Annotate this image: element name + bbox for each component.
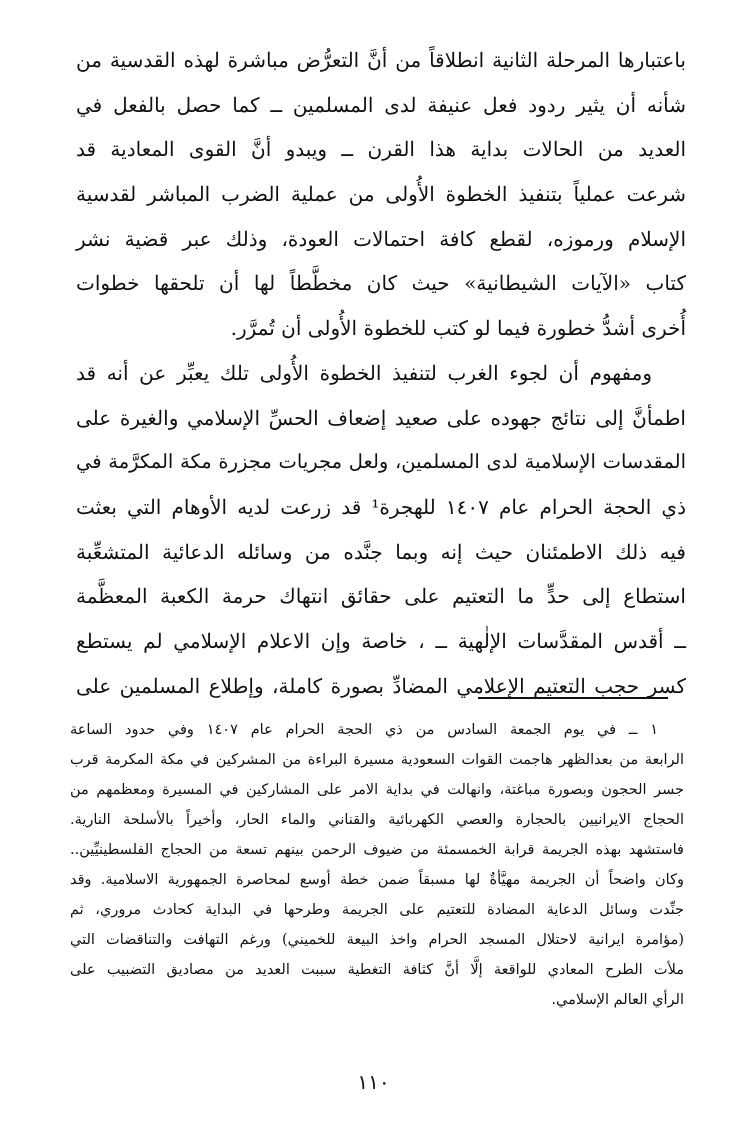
footnote-line: الرأي العالم الإسلامي. (551, 992, 684, 1008)
footnote-separator (478, 697, 668, 699)
main-text-line: كسر حجب التعتيم الإعلامي المضادِّ بصورة كاملة، وإطلاع المسلمين على (76, 673, 686, 698)
page-number: ١١٠ (357, 1070, 390, 1094)
main-text-line: أُخرى أشدُّ خطورة فيما لو كتب للخطوة الأُولى أن تُمرَّر. (230, 316, 686, 341)
main-text-line: باعتبارها المرحلة الثانية انطلاقاً من أنَّ التعرُّض مباشرة لهذه القدسية من (76, 48, 686, 72)
main-text-line: ذي الحجة الحرام عام ١٤٠٧ للهجرة¹ قد زرعت لديه الأوهام التي بعثت (76, 494, 686, 519)
footnote-line: ملأت الطرح المعادي للواقعة إلَّا أنَّ كثافة التغطية سببت العديد من مصاديق التضبيب على (70, 962, 684, 978)
main-text-line: شأنه أن يثير ردود فعل عنيفة لدى المسلمين ــ كما حصل بالفعل في (76, 92, 686, 117)
main-text-line: ومفهوم أن لجوء الغرب لتنفيذ الخطوة الأُولى تلك يعبِّر عن أنه قد (76, 360, 652, 385)
main-text-line: استطاع إلى حدٍّ ما التعتيم على حقائق انتهاك حرمة الكعبة المعظَّمة (76, 584, 686, 609)
footnote-line: الحجاج الايرانيين بالحجارة والعصي الكهربائية والقناني والماء الحار، وأخيراً بالأسلحة النارية. (70, 812, 684, 828)
main-text-body (76, 38, 686, 708)
main-text-line: العديد من الحالات بداية هذا القرن ــ ويبدو أنَّ القوى المعادية قد (76, 137, 686, 162)
main-text-line: كتاب «الآيات الشيطانية» حيث كان مخطَّطاً لها أن تلحقها خطوات (76, 271, 686, 296)
main-text-line: فيه ذلك الاطمئنان حيث إنه وبما جنَّده من وسائله الدعائية المتشعِّبة (76, 539, 686, 564)
footnote-line: ١ ــ في يوم الجمعة السادس من ذي الحجة الحرام عام ١٤٠٧ وفي حدود الساعة (70, 722, 659, 738)
main-text-line: الإسلام ورموزه، لقطع كافة احتمالات العودة، وذلك عبر قضية نشر (76, 226, 686, 251)
footnote-line: جنِّدت وسائل الدعاية المضادة للتعتيم على الجريمة وطرحها في البداية كحادث مروري، ثم (70, 902, 684, 918)
footnote-block (70, 715, 684, 1015)
footnote-line: جسر الحجون وبصورة مباغتة، وانهالت في بداية الامر على المشاركين في المسيرة ومعظمهم من (70, 782, 684, 798)
footnote-line: (مؤامرة ايرانية لاحتلال المسجد الحرام واخذ البيعة للخميني) ورغم التهافت والتناقضات التي (70, 932, 684, 948)
main-text-line: اطمأنَّ إلى نتائج جهوده على صعيد إضعاف الحسِّ الإسلامي والغيرة على (76, 405, 686, 430)
main-text-line: المقدسات الإسلامية لدى المسلمين، ولعل مجريات مجزرة مكة المكرَّمة في (76, 450, 686, 474)
footnote-line: الرابعة من بعدالظهر هاجمت القوات السعودية مسيرة البراءة من المشركين في مكة المكرمة قرب (70, 752, 684, 768)
main-text-line: ــ أقدس المقدَّسات الإلٰهية ــ ، خاصة وإن الاعلام الإسلامي لم يستطع (76, 628, 686, 653)
footnote-line: فاستشهد بهذه الجريمة قرابة الخمسمئة من ضيوف الرحمن بينهم تسعة من الحجاج الفلسطينيِّين.. (70, 842, 684, 858)
footnote-line: وكان واضحاً أن الجريمة مهيَّأةٌ لها مسبقاً ضمن خطة أوسع لمحاصرة الجمهورية الاسلامية. وقد (70, 872, 684, 888)
main-text-line: شرعت عملياً بتنفيذ الخطوة الأُولى من عملية الضرب المباشر لقدسية (76, 182, 686, 207)
